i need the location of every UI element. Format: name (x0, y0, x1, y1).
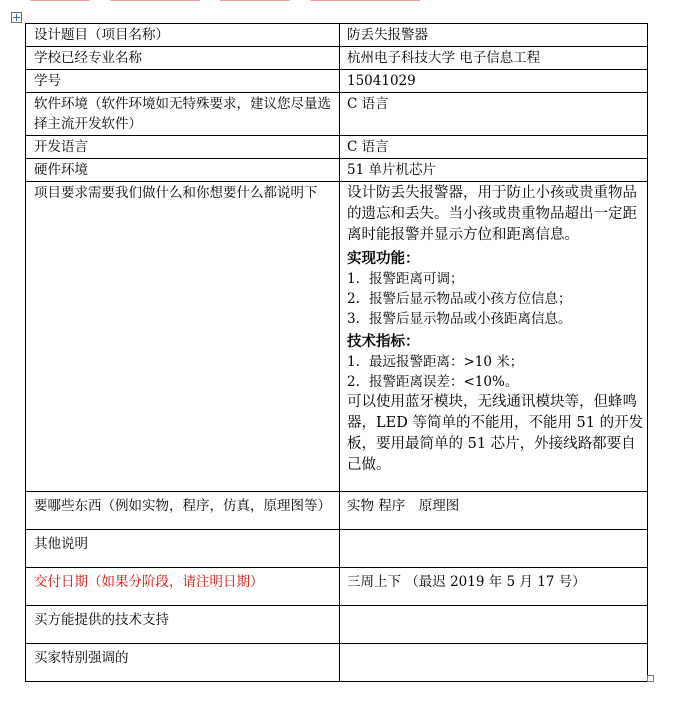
row-label: 买方能提供的技术支持 (26, 606, 340, 644)
row-label: 买家特别强调的 (26, 644, 340, 682)
move-handle-icon[interactable] (11, 12, 22, 23)
table-row (26, 568, 648, 606)
requirements-note: 可以使用蓝牙模块，无线通讯模块等，但蜂鸣器，LED 等简单的不能用，不能用 51 的开发板，要用最简单的 51 芯片，外接线路都要自己做。 (347, 394, 644, 473)
row-label: 学号 (26, 70, 340, 93)
table-row (26, 70, 648, 93)
row-label: 其他说明 (26, 530, 340, 568)
specs-heading: 技术指标： (347, 333, 420, 350)
table-row (26, 24, 648, 47)
table-row (26, 530, 648, 568)
row-label: 学校已经专业名称 (26, 47, 340, 70)
row-label: 开发语言 (26, 136, 340, 159)
requirements-table (25, 23, 648, 682)
resize-handle-icon[interactable] (647, 675, 654, 682)
row-value (340, 606, 648, 644)
row-label: 软件环境（软件环境如无特殊要求，建议您尽量选择主流开发软件） (26, 93, 340, 136)
deadline-label: 交付日期（如果分阶段，请注明日期） (26, 568, 340, 606)
requirements-label: 项目要求需要我们做什么和你想要什么都说明下 (26, 182, 340, 492)
table-row (26, 492, 648, 530)
list-item: 2. 报警距离误差：<10%。 (347, 374, 519, 390)
table-row (26, 93, 648, 136)
list-item: 1. 最远报警距离：>10 米； (347, 354, 524, 370)
table-row (26, 182, 648, 492)
list-item: 3. 报警后显示物品或小孩距离信息。 (347, 311, 572, 327)
features-heading: 实现功能： (347, 250, 420, 267)
requirements-intro: 设计防丢失报警器，用于防止小孩或贵重物品的遗忘和丢失。当小孩或贵重物品超出一定距离时能报警并显示方位和距离信息。 (347, 185, 637, 243)
row-value (340, 530, 648, 568)
table-row (26, 159, 648, 182)
row-label: 设计题目（项目名称） (26, 24, 340, 47)
deadline-value: 三周上下 （最迟 2019 年 5 月 17 号） (340, 568, 648, 606)
requirements-content (340, 182, 648, 492)
row-label: 要哪些东西（例如实物，程序，仿真，原理图等） (26, 492, 340, 530)
row-label: 硬件环境 (26, 159, 340, 182)
table-row (26, 136, 648, 159)
row-value: C 语言 (340, 93, 648, 136)
row-value: C 语言 (340, 136, 648, 159)
header-strip (30, 0, 450, 5)
table-row (26, 606, 648, 644)
row-value: 51 单片机芯片 (340, 159, 648, 182)
row-value: 15041029 (340, 70, 648, 93)
row-value: 杭州电子科技大学 电子信息工程 (340, 47, 648, 70)
list-item: 2. 报警后显示物品或小孩方位信息； (347, 291, 572, 307)
table-row (26, 47, 648, 70)
list-item: 1. 报警距离可调； (347, 271, 464, 287)
row-value: 实物 程序 原理图 (340, 492, 648, 530)
table-row (26, 644, 648, 682)
row-value (340, 644, 648, 682)
row-value: 防丢失报警器 (340, 24, 648, 47)
